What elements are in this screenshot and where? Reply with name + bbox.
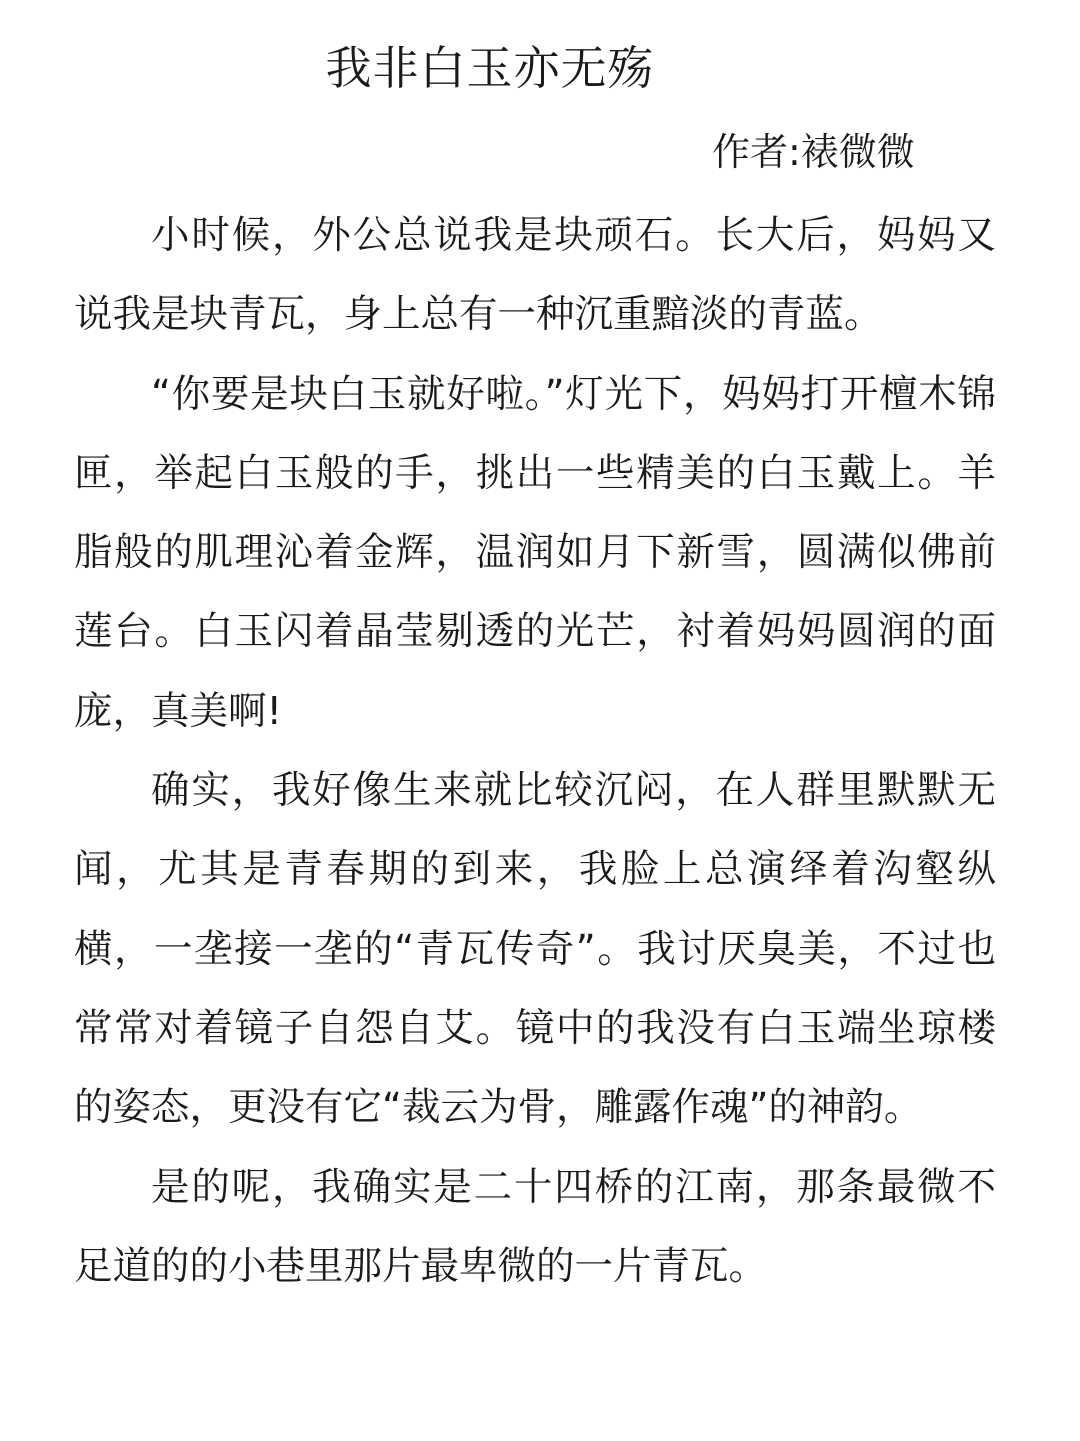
article-body [74, 196, 996, 1306]
paragraph-1: 小时候，外公总说我是块顽石。长大后，妈妈又说我是块青瓦，身上总有一种沉重黯淡的青蓝。 [74, 213, 996, 338]
paragraph-2: “你要是块白玉就好啦。”灯光下，妈妈打开檀木锦匣，举起白玉般的手，挑出一些精美的白玉戴上。羊脂般的肌理沁着金辉，温润如月下新雪，圆满似佛前莲台。白玉闪着晶莹剔透的光芒，衬着妈妈圆润的面庞，真美啊! [74, 371, 996, 734]
article-author: 作者:裱微微 [712, 130, 915, 174]
article-title: 我非白玉亦无殇 [325, 41, 655, 95]
paragraph-4: 是的呢，我确实是二十四桥的江南，那条最微不足道的的小巷里那片最卑微的一片青瓦。 [74, 1164, 996, 1289]
paragraph-3: 确实，我好像生来就比较沉闷，在人群里默默无闻，尤其是青春期的到来，我脸上总演绎着沟壑纵横，一垄接一垄的“青瓦传奇”。我讨厌臭美，不过也常常对着镜子自怨自艾。镜中的我没有白玉端坐琼楼的姿态，更没有它“裁云为骨，雕露作魂”的神韵。 [74, 768, 996, 1131]
